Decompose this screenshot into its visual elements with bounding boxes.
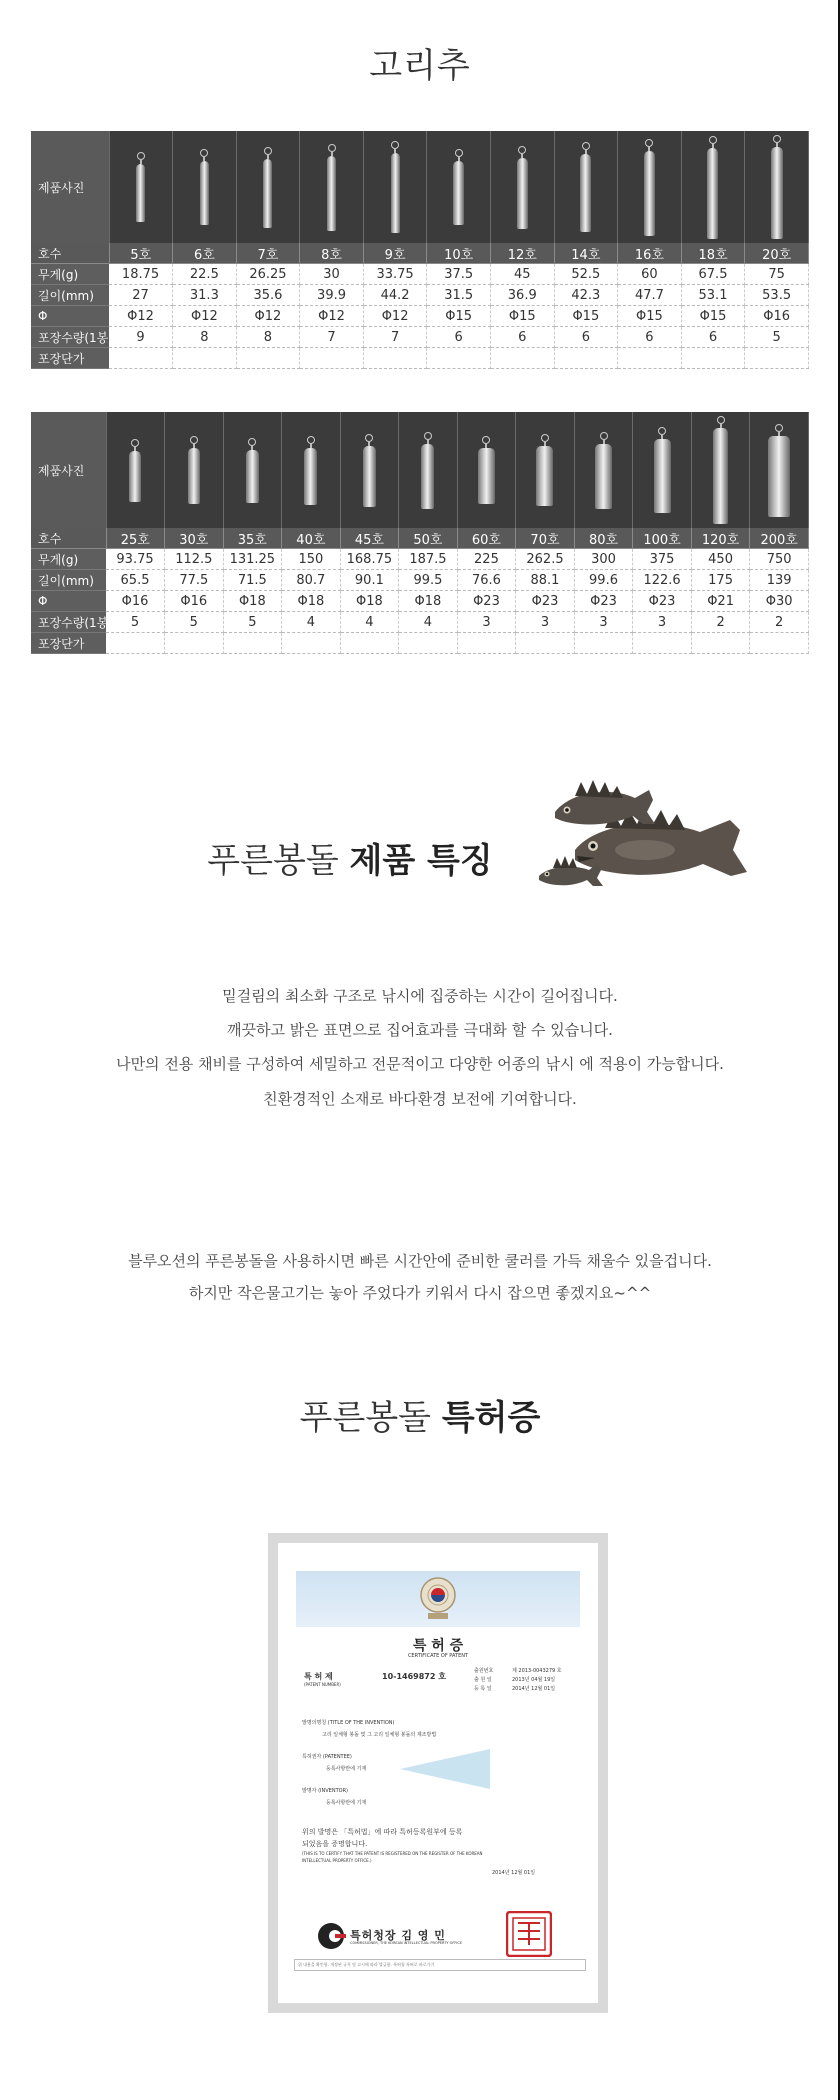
sinker-photo-cell: [516, 412, 575, 528]
sinker-image: [188, 436, 200, 504]
price-cell: [554, 348, 618, 369]
weight-cell: 750: [750, 549, 809, 570]
ho-cell: 30호: [165, 528, 224, 549]
sinker-image: [595, 432, 612, 509]
sinker-photo-cell: [681, 131, 745, 243]
length-cell: 77.5: [165, 570, 224, 591]
length-cell: 47.7: [618, 285, 682, 306]
price-cell: [427, 348, 491, 369]
weight-cell: 168.75: [340, 549, 399, 570]
sinker-photo-cell: [236, 131, 300, 243]
weight-cell: 67.5: [681, 264, 745, 285]
diameter-cell: Φ15: [554, 306, 618, 327]
official-stamp-icon: [506, 1911, 552, 1957]
length-cell: 139: [750, 570, 809, 591]
price-cell: [106, 633, 165, 654]
diameter-cell: Φ18: [399, 591, 458, 612]
ho-cell: 200호: [750, 528, 809, 549]
sinker-photo-cell: [633, 412, 692, 528]
photo-row: [31, 412, 809, 528]
price-row: [31, 348, 809, 369]
feature-line-2: 깨끗하고 밝은 표면으로 집어효과를 극대화 할 수 있습니다.: [227, 1021, 613, 1039]
ho-cell: 80호: [574, 528, 633, 549]
ho-cell: 20호: [745, 243, 809, 264]
price-cell: [633, 633, 692, 654]
price-cell: [681, 348, 745, 369]
sinker-image: [246, 438, 259, 503]
ho-cell: 16호: [618, 243, 682, 264]
diameter-cell: Φ23: [457, 591, 516, 612]
length-row: [31, 285, 809, 306]
sinker-photo-cell: [165, 412, 224, 528]
weight-cell: 18.75: [109, 264, 173, 285]
sinker-image: [713, 416, 728, 524]
diameter-cell: Φ16: [106, 591, 165, 612]
diameter-cell: Φ23: [516, 591, 575, 612]
ho-row: [31, 528, 809, 549]
sinker-image: [263, 147, 272, 228]
diameter-cell: Φ12: [363, 306, 427, 327]
qty-row: [31, 327, 809, 348]
ho-cell: 8호: [300, 243, 364, 264]
closing-line-2: 하지만 작은물고기는 놓아 주었다가 키워서 다시 잡으면 좋겠지요~^^: [188, 1284, 652, 1302]
qty-cell: 6: [681, 327, 745, 348]
rockfish-illustration: [535, 772, 770, 912]
statement-en-2: INTELLECTUAL PROPERTY OFFICE.): [302, 1858, 372, 1863]
weight-cell: 60: [618, 264, 682, 285]
sinker-image: [768, 424, 790, 517]
weight-cell: 75: [745, 264, 809, 285]
weight-cell: 37.5: [427, 264, 491, 285]
diameter-cell: Φ18: [340, 591, 399, 612]
sinker-photo-cell: [554, 131, 618, 243]
diameter-cell: Φ12: [236, 306, 300, 327]
qty-cell: 8: [236, 327, 300, 348]
length-cell: 80.7: [282, 570, 341, 591]
qty-cell: 6: [427, 327, 491, 348]
certificate-meta-values: [512, 1667, 562, 1694]
sinker-photo-cell: [427, 131, 491, 243]
sinker-photo-cell: [750, 412, 809, 528]
weight-cell: 22.5: [173, 264, 237, 285]
certificate-title: 특 허 증: [412, 1638, 464, 1654]
length-cell: 39.9: [300, 285, 364, 306]
length-cell: 88.1: [516, 570, 575, 591]
section-title-patent: [0, 1390, 840, 1439]
ho-cell: 60호: [457, 528, 516, 549]
row-label-diameter: Φ: [31, 306, 109, 327]
qty-cell: 4: [399, 612, 458, 633]
length-cell: 76.6: [457, 570, 516, 591]
diameter-cell: Φ12: [173, 306, 237, 327]
price-cell: [173, 348, 237, 369]
sinker-image: [654, 427, 671, 513]
ho-cell: 6호: [173, 243, 237, 264]
length-cell: 99.5: [399, 570, 458, 591]
row-label-qty: 포장수량(1봉): [31, 612, 106, 633]
diameter-cell: Φ16: [165, 591, 224, 612]
weight-cell: 112.5: [165, 549, 224, 570]
ho-cell: 18호: [681, 243, 745, 264]
ho-cell: 70호: [516, 528, 575, 549]
patentee-label-ko: 특허권자: [302, 1754, 322, 1760]
fish-top: [555, 780, 655, 825]
sinker-image: [536, 434, 553, 506]
ho-cell: 35호: [223, 528, 282, 549]
qty-row: [31, 612, 809, 633]
weight-cell: 30: [300, 264, 364, 285]
ho-cell: 12호: [490, 243, 554, 264]
spec-table-1: [31, 131, 809, 369]
diameter-cell: Φ18: [223, 591, 282, 612]
qty-cell: 5: [106, 612, 165, 633]
sinker-photo-cell: [109, 131, 173, 243]
weight-cell: 187.5: [399, 549, 458, 570]
sinker-photo-cell: [340, 412, 399, 528]
sinker-image: [129, 439, 141, 502]
weight-cell: 26.25: [236, 264, 300, 285]
length-cell: 31.3: [173, 285, 237, 306]
row-label-qty: 포장수량(1봉): [31, 327, 109, 348]
weight-cell: 93.75: [106, 549, 165, 570]
diameter-cell: Φ12: [300, 306, 364, 327]
price-cell: [399, 633, 458, 654]
sinker-photo-cell: [106, 412, 165, 528]
statement-ko-2: 되었음을 증명합니다.: [302, 1840, 368, 1848]
diameter-cell: Φ16: [745, 306, 809, 327]
brand-name: 푸른봉돌: [207, 841, 339, 881]
qty-cell: 6: [618, 327, 682, 348]
ho-cell: 9호: [363, 243, 427, 264]
diameter-cell: Φ15: [618, 306, 682, 327]
certificate-meta-labels: [474, 1667, 493, 1694]
sinker-image: [421, 432, 434, 509]
row-label-diameter: Φ: [31, 591, 106, 612]
weight-cell: 262.5: [516, 549, 575, 570]
meta-label: 등 록 일: [474, 1686, 492, 1692]
qty-cell: 3: [516, 612, 575, 633]
issue-date: 2014년 12월 01일: [492, 1870, 536, 1876]
weight-cell: 131.25: [223, 549, 282, 570]
closing-line-1: 블루오션의 푸른봉돌을 사용하시면 빠른 시간안에 준비한 쿨러를 가득 채울수 있을겁니다.: [128, 1252, 712, 1270]
diameter-cell: Φ21: [691, 591, 750, 612]
price-cell: [618, 348, 682, 369]
inventor-value: 등록사항란에 기재: [326, 1800, 367, 1806]
photo-row: [31, 131, 809, 243]
diameter-cell: Φ15: [427, 306, 491, 327]
weight-cell: 300: [574, 549, 633, 570]
weight-cell: 52.5: [554, 264, 618, 285]
meta-value: 2014년 12월 01일: [512, 1686, 556, 1692]
weight-row: [31, 264, 809, 285]
diameter-cell: Φ23: [574, 591, 633, 612]
invention-label: [302, 1719, 394, 1726]
sinker-image: [771, 135, 783, 239]
feature-line-3: 나만의 전용 채비를 구성하여 세밀하고 전문적이고 다양한 어종의 낚시 에 적용이 가능합니다.: [116, 1055, 724, 1073]
invention-label-ko: 발명의명칭: [302, 1720, 327, 1726]
statement-ko-1: 위의 발명은 「특허법」에 따라 특허등록원부에 등록: [302, 1828, 463, 1836]
kipo-logo-icon: [316, 1921, 346, 1951]
issuer-name: 특허청장 김 영 민: [350, 1929, 446, 1942]
weight-cell: 375: [633, 549, 692, 570]
ho-cell: 5호: [109, 243, 173, 264]
certificate-footer-box: [294, 1959, 586, 1971]
length-cell: 35.6: [236, 285, 300, 306]
price-cell: [691, 633, 750, 654]
qty-cell: 3: [457, 612, 516, 633]
sinker-photo-cell: [618, 131, 682, 243]
sinker-photo-cell: [363, 131, 427, 243]
feature-line-1: 밑걸림의 최소화 구조로 낚시에 집중하는 시간이 길어집니다.: [222, 987, 618, 1005]
qty-cell: 7: [300, 327, 364, 348]
row-label-ho: 호수: [31, 243, 109, 264]
row-label-photo: 제품사진: [31, 131, 109, 243]
sinker-image: [707, 136, 718, 239]
sinker-photo-cell: [457, 412, 516, 528]
diameter-row: [31, 591, 809, 612]
patent-heading: 특허증: [441, 1398, 541, 1438]
hologram-mark: [400, 1749, 490, 1789]
diameter-cell: Φ18: [282, 591, 341, 612]
ho-cell: 14호: [554, 243, 618, 264]
qty-cell: 5: [223, 612, 282, 633]
row-label-ho: 호수: [31, 528, 106, 549]
sinker-image: [363, 434, 376, 507]
length-cell: 65.5: [106, 570, 165, 591]
length-cell: 90.1: [340, 570, 399, 591]
length-cell: 53.5: [745, 285, 809, 306]
weight-cell: 150: [282, 549, 341, 570]
price-cell: [363, 348, 427, 369]
sinker-photo-cell: [574, 412, 633, 528]
sinker-image: [478, 436, 495, 504]
price-cell: [750, 633, 809, 654]
ho-cell: 10호: [427, 243, 491, 264]
price-cell: [516, 633, 575, 654]
diameter-row: [31, 306, 809, 327]
ho-row: [31, 243, 809, 264]
row-label-length: 길이(mm): [31, 285, 109, 306]
inventor-label: [302, 1787, 348, 1794]
diameter-cell: Φ12: [109, 306, 173, 327]
section-title-gorichu: 고리추: [369, 46, 471, 86]
qty-cell: 4: [282, 612, 341, 633]
ho-cell: 45호: [340, 528, 399, 549]
feature-line-4: 친환경적인 소재로 바다환경 보전에 기여합니다.: [263, 1090, 577, 1108]
sinker-image: [136, 152, 145, 222]
price-cell: [745, 348, 809, 369]
price-row: [31, 633, 809, 654]
invention-label-en: (TITLE OF THE INVENTION): [327, 1720, 395, 1726]
weight-cell: 450: [691, 549, 750, 570]
price-cell: [340, 633, 399, 654]
weight-row: [31, 549, 809, 570]
qty-cell: 6: [554, 327, 618, 348]
inventor-label-en: (INVENTOR): [318, 1788, 348, 1794]
length-cell: 71.5: [223, 570, 282, 591]
qty-cell: 4: [340, 612, 399, 633]
qty-cell: 3: [574, 612, 633, 633]
brand-name: 푸른봉돌: [299, 1398, 432, 1438]
length-cell: 42.3: [554, 285, 618, 306]
sinker-photo-cell: [745, 131, 809, 243]
patentee-value: 등록사항란에 기재: [326, 1766, 367, 1772]
sinker-image: [200, 149, 209, 225]
meta-label: 출 원 일: [474, 1677, 492, 1683]
row-label-price: 포장단가: [31, 633, 106, 654]
weight-cell: 45: [490, 264, 554, 285]
patentee-label-en: (PATENTEE): [322, 1754, 352, 1760]
ho-cell: 50호: [399, 528, 458, 549]
sinker-image: [391, 141, 400, 233]
qty-cell: 5: [745, 327, 809, 348]
qty-cell: 6: [490, 327, 554, 348]
sinker-image: [644, 139, 655, 236]
ho-cell: 25호: [106, 528, 165, 549]
row-label-weight: 무게(g): [31, 549, 106, 570]
weight-cell: 33.75: [363, 264, 427, 285]
issuer-name-en: COMMISSIONER, THE KOREAN INTELLECTUAL PROPERTY OFFICE: [350, 1941, 463, 1945]
price-cell: [282, 633, 341, 654]
price-cell: [300, 348, 364, 369]
weight-cell: 225: [457, 549, 516, 570]
meta-value: 2013년 04월 19일: [512, 1677, 556, 1683]
sinker-image: [327, 144, 336, 231]
qty-cell: 3: [633, 612, 692, 633]
spec-table-2: [31, 412, 809, 654]
diameter-cell: Φ23: [633, 591, 692, 612]
row-label-photo: 제품사진: [31, 412, 106, 528]
length-row: [31, 570, 809, 591]
meta-label: 출원번호: [474, 1668, 494, 1674]
length-cell: 175: [691, 570, 750, 591]
price-cell: [574, 633, 633, 654]
length-cell: 122.6: [633, 570, 692, 591]
sinker-photo-cell: [399, 412, 458, 528]
sinker-photo-cell: [490, 131, 554, 243]
meta-value: 제 2013-0043279 호: [512, 1668, 562, 1674]
qty-cell: 2: [750, 612, 809, 633]
patent-number-label: 특 허 제: [304, 1672, 333, 1681]
price-cell: [457, 633, 516, 654]
sinker-photo-cell: [223, 412, 282, 528]
government-seal-icon: [418, 1575, 458, 1621]
statement-en-1: (THIS IS TO CERTIFY THAT THE PATENT IS REGISTERED ON THE REGISTER OF THE KOREAN: [302, 1851, 483, 1856]
length-cell: 31.5: [427, 285, 491, 306]
price-cell: [165, 633, 224, 654]
patent-number: 10-1469872 호: [382, 1672, 446, 1681]
patent-number-label-en: (PATENT NUMBER): [304, 1682, 341, 1687]
row-label-length: 길이(mm): [31, 570, 106, 591]
qty-cell: 2: [691, 612, 750, 633]
features-heading: 제품 특징: [349, 841, 493, 881]
sinker-photo-cell: [173, 131, 237, 243]
sinker-photo-cell: [282, 412, 341, 528]
diameter-cell: Φ30: [750, 591, 809, 612]
invention-title: 고리 일체형 봉돌 및 그 고리 일체형 봉돌의 제조방법: [322, 1732, 437, 1738]
qty-cell: 5: [165, 612, 224, 633]
row-label-weight: 무게(g): [31, 264, 109, 285]
certificate-subtitle: CERTIFICATE OF PATENT: [407, 1653, 469, 1659]
qty-cell: 9: [109, 327, 173, 348]
row-label-price: 포장단가: [31, 348, 109, 369]
length-cell: 27: [109, 285, 173, 306]
price-cell: [109, 348, 173, 369]
length-cell: 99.6: [574, 570, 633, 591]
ho-cell: 7호: [236, 243, 300, 264]
patent-certificate-frame: [268, 1533, 608, 2013]
certificate-footer-text: 위 내용을 확인함. 개정된 규칙 및 고시에 따라 발급함. 특허청 특허로 바로가기: [298, 1962, 435, 1967]
qty-cell: 7: [363, 327, 427, 348]
ho-cell: 100호: [633, 528, 692, 549]
price-cell: [223, 633, 282, 654]
inventor-label-ko: 발명자: [302, 1788, 317, 1794]
sinker-image: [580, 142, 591, 232]
patentee-label: [302, 1753, 352, 1760]
sinker-image: [517, 146, 528, 229]
diameter-cell: Φ15: [681, 306, 745, 327]
sinker-image: [453, 149, 464, 225]
price-cell: [490, 348, 554, 369]
ho-cell: 120호: [691, 528, 750, 549]
patent-certificate: [278, 1543, 598, 2003]
diameter-cell: Φ15: [490, 306, 554, 327]
length-cell: 44.2: [363, 285, 427, 306]
sinker-photo-cell: [691, 412, 750, 528]
sinker-photo-cell: [300, 131, 364, 243]
ho-cell: 40호: [282, 528, 341, 549]
sinker-image: [304, 436, 317, 505]
length-cell: 36.9: [490, 285, 554, 306]
length-cell: 53.1: [681, 285, 745, 306]
price-cell: [236, 348, 300, 369]
qty-cell: 8: [173, 327, 237, 348]
